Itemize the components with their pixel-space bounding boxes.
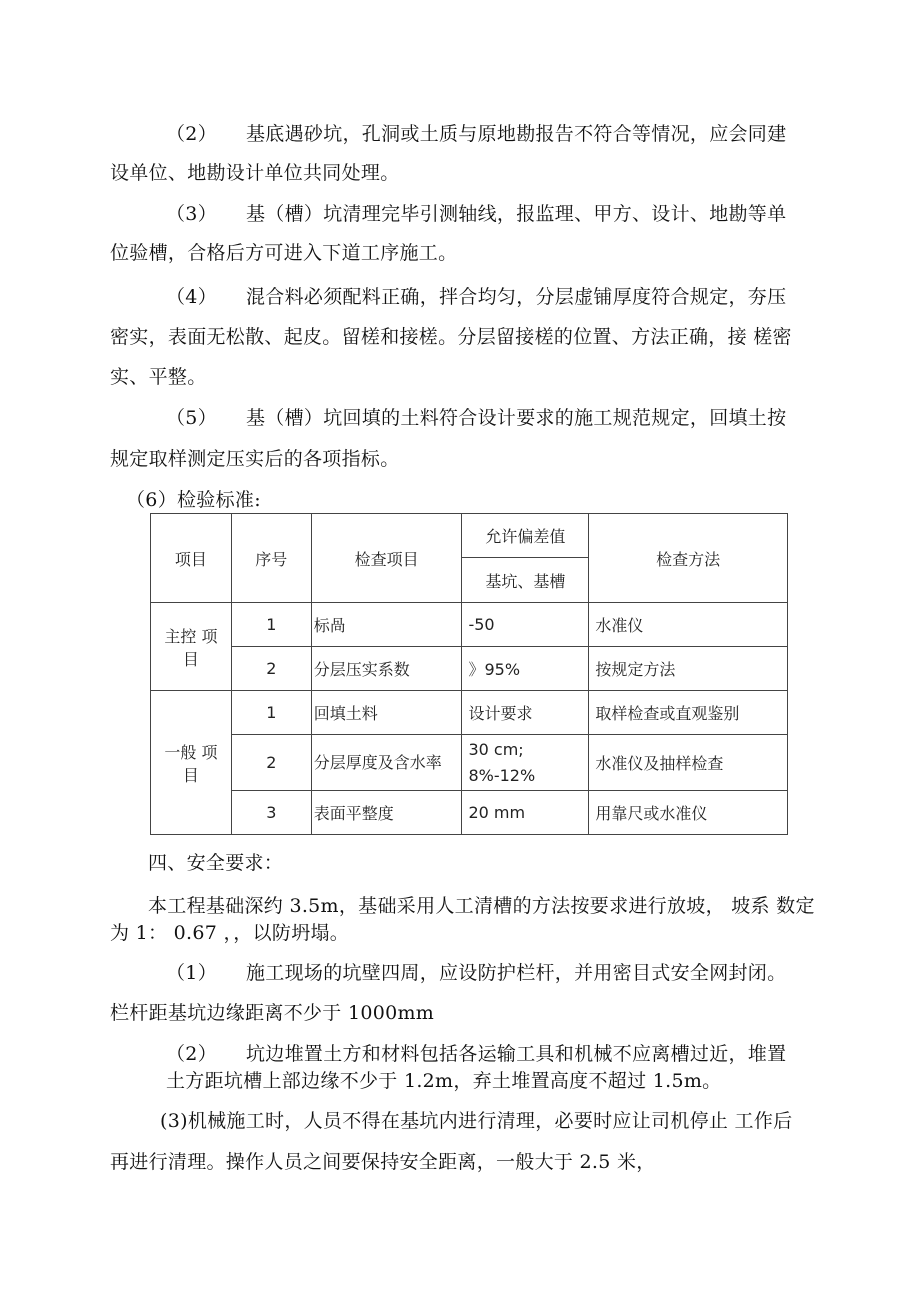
row-value: 》95% <box>462 647 589 691</box>
safety-item-3-line-2: 再进行清理。操作人员之间要保持安全距离，一般大于 2.5 米， <box>110 1151 656 1173</box>
row-seq: 1 <box>231 691 311 735</box>
header-category: 项目 <box>151 514 232 603</box>
safety-intro-line-2: 为 1： 0.67 ，，以防坍塌。 <box>110 922 350 944</box>
row-seq: 2 <box>231 735 311 791</box>
item-number: （2） <box>166 1043 217 1065</box>
item-number: （1） <box>166 962 217 984</box>
item-number: （5） <box>166 407 217 429</box>
table-row <box>151 735 788 791</box>
header-tolerance: 允许偏差值 <box>462 514 589 558</box>
row-value: 20 mm <box>462 791 589 835</box>
header-seq: 序号 <box>231 514 311 603</box>
row-method: 水准仪及抽样检查 <box>589 735 788 791</box>
table-row <box>151 691 788 735</box>
safety-item-1-line-1: （1） 施工现场的坑壁四周，应设防护栏杆，并用密目式安全网封闭。 <box>166 962 787 984</box>
header-method: 检查方法 <box>589 514 788 603</box>
row-item: 分层厚度及含水率 <box>311 735 462 791</box>
paragraph-item-4-line-1: （4） 混合料必须配料正确，拌合均匀，分层虚铺厚度符合规定，夯压 <box>166 286 787 308</box>
header-tolerance-sub: 基坑、基槽 <box>462 558 589 603</box>
safety-item-2-line-2: 土方距坑槽上部边缘不少于 1.2m，弃土堆置高度不超过 1.5m。 <box>166 1070 722 1092</box>
row-method: 水准仪 <box>589 603 788 647</box>
row-item: 分层压实系数 <box>311 647 462 691</box>
row-method: 按规定方法 <box>589 647 788 691</box>
item-number: （4） <box>166 286 217 308</box>
row-item: 标咼 <box>311 603 462 647</box>
row-value-line-1: 30 cm; <box>468 739 524 759</box>
row-method: 取样检查或直观鉴别 <box>589 691 788 735</box>
group-category-main: 主控 项目 <box>151 603 232 691</box>
table-row <box>151 647 788 691</box>
paragraph-item-3-line-2: 位验槽，合格后方可进入下道工序施工。 <box>110 242 458 264</box>
paragraph-item-2-line-1: （2） 基底遇砂坑，孔洞或土质与原地勘报告不符合等情况，应会同建 <box>166 123 787 145</box>
row-value: 设计要求 <box>462 691 589 735</box>
paragraph-item-5-line-1: （5） 基（槽）坑回填的土料符合设计要求的施工规范规定，回填土按 <box>166 407 787 429</box>
row-seq: 3 <box>231 791 311 835</box>
row-item: 表面平整度 <box>311 791 462 835</box>
row-value-line-2: 8%-12% <box>468 765 536 785</box>
paragraph-item-2-line-2: 设单位、地勘设计单位共同处理。 <box>110 162 400 184</box>
paragraph-item-3-line-1: （3） 基（槽）坑清理完毕引测轴线，报监理、甲方、设计、地勘等单 <box>166 203 787 225</box>
row-method: 用靠尺或水准仪 <box>589 791 788 835</box>
item-number: （3） <box>166 203 217 225</box>
safety-item-1-line-2: 栏杆距基坑边缘距离不少于 1000mm <box>110 1002 435 1024</box>
row-item: 回填土料 <box>311 691 462 735</box>
row-seq: 2 <box>231 647 311 691</box>
inspection-table <box>150 513 788 835</box>
paragraph-item-5-line-2: 规定取样测定压实后的各项指标。 <box>110 448 400 470</box>
row-value: -50 <box>462 603 589 647</box>
safety-heading: 四、安全要求： <box>148 852 284 874</box>
item-number: （2） <box>166 123 217 145</box>
safety-item-3-line-1: (3)机械施工时，人员不得在基坑内进行清理，必要时应让司机停止 工作后 <box>160 1110 793 1132</box>
table-row <box>151 603 788 647</box>
table-header-row <box>151 514 788 558</box>
row-seq: 1 <box>231 603 311 647</box>
table-row <box>151 791 788 835</box>
group-category-general: 一般 项目 <box>151 691 232 835</box>
row-value <box>462 735 589 791</box>
paragraph-item-4-line-3: 实、平整。 <box>110 366 207 388</box>
safety-item-2-line-1: （2） 坑边堆置土方和材料包括各运输工具和机械不应离槽过近，堆置 <box>166 1043 787 1065</box>
safety-intro-line-1: 本工程基础深约 3.5m，基础采用人工清槽的方法按要求进行放坡， 坡系 数定 <box>148 895 815 917</box>
header-item: 检查项目 <box>311 514 462 603</box>
standard-title: （6）检验标准: <box>126 489 261 511</box>
paragraph-item-4-line-2: 密实，表面无松散、起皮。留槎和接槎。分层留接槎的位置、方法正确，接 槎密 <box>110 326 792 348</box>
